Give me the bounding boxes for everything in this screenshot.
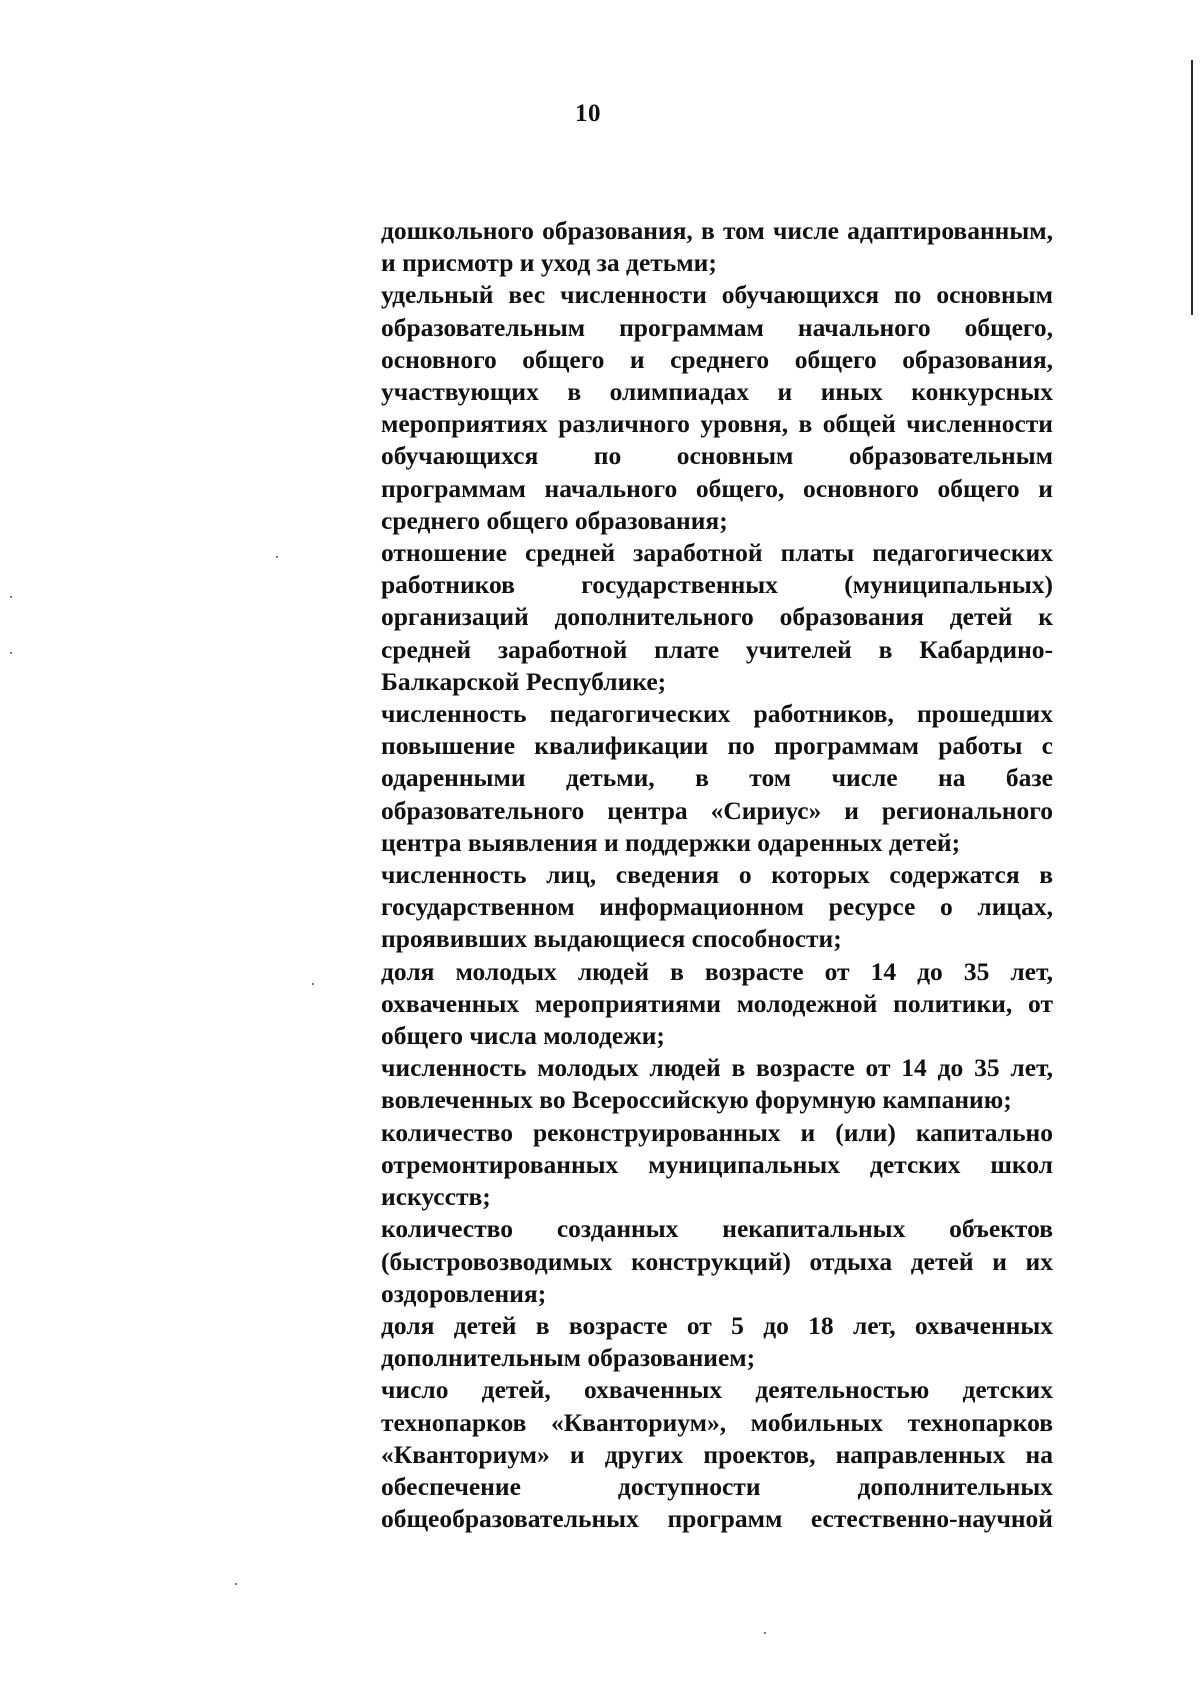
page-number: 10 (575, 100, 601, 127)
paragraph-teachers-qualification: численность педагогических работников, прошедших повышение квалификации по программам работы с одаренными детьми, в том числе на базе образовательного центра «Сириус» и регионального центра выявления и поддержки одаренных детей; (381, 699, 1053, 857)
scan-artifact-dot (235, 1583, 237, 1585)
paragraph-recreation-objects: количество созданных некапитальных объектов (быстровозводимых конструкций) отдыха детей и их оздоровления; (381, 1214, 1053, 1308)
paragraph-olympiad-participants-share: удельный вес численности обучающихся по основным образовательным программам начального общего, основного общего и среднего общего образования, участвующих в олимпиадах и иных конкурсных мероприятиях различного уровня, в общей численности обучающихся по основным образовательным программам начального общего, основного общего и среднего общего образования; (381, 280, 1053, 535)
paragraph-teacher-salary-ratio: отношение средней заработной платы педагогических работников государственных (муниципальных) организаций дополнительного образования детей к средней заработной плате учителей в Кабардино-Балкарской Республике; (381, 538, 1053, 696)
paragraph-kvantorium: число детей, охваченных деятельностью детских технопарков «Кванториум», мобильных технопарков «Кванториум» и других проектов, направленных на обеспечение доступности дополнительных общеобразовательных программ естественно-научной (381, 1375, 1053, 1534)
paragraph-art-schools: количество реконструированных и (или) капитально отремонтированных муниципальных детских школ искусств; (381, 1117, 1053, 1212)
scan-artifact-dot (276, 556, 278, 558)
paragraph-forum-campaign: численность молодых людей в возрасте от 14 до 35 лет, вовлеченных во Всероссийскую форумную кампанию; (381, 1053, 1053, 1115)
scan-artifact-dot (312, 983, 314, 985)
scan-artifact-dot (764, 1632, 766, 1634)
scan-edge-line (1191, 60, 1193, 315)
paragraph-gifted-registry: численность лиц, сведения о которых содержатся в государственном информационном ресурсе о лицах, проявивших выдающиеся способности; (381, 860, 1053, 954)
scan-artifact-dot (10, 652, 12, 654)
scan-artifact-dot (10, 596, 12, 598)
paragraph-additional-education-share: доля детей в возрасте от 5 до 18 лет, охваченных дополнительным образованием; (381, 1310, 1053, 1373)
paragraph-youth-policy-share: доля молодых людей в возрасте от 14 до 35 лет, охваченных мероприятиями молодежной политики, от общего числа молодежи; (381, 956, 1053, 1051)
document-body (381, 215, 1053, 1535)
paragraph-preschool-education: дошкольного образования, в том числе адаптированным, и присмотр и уход за детьми; (381, 216, 1053, 278)
